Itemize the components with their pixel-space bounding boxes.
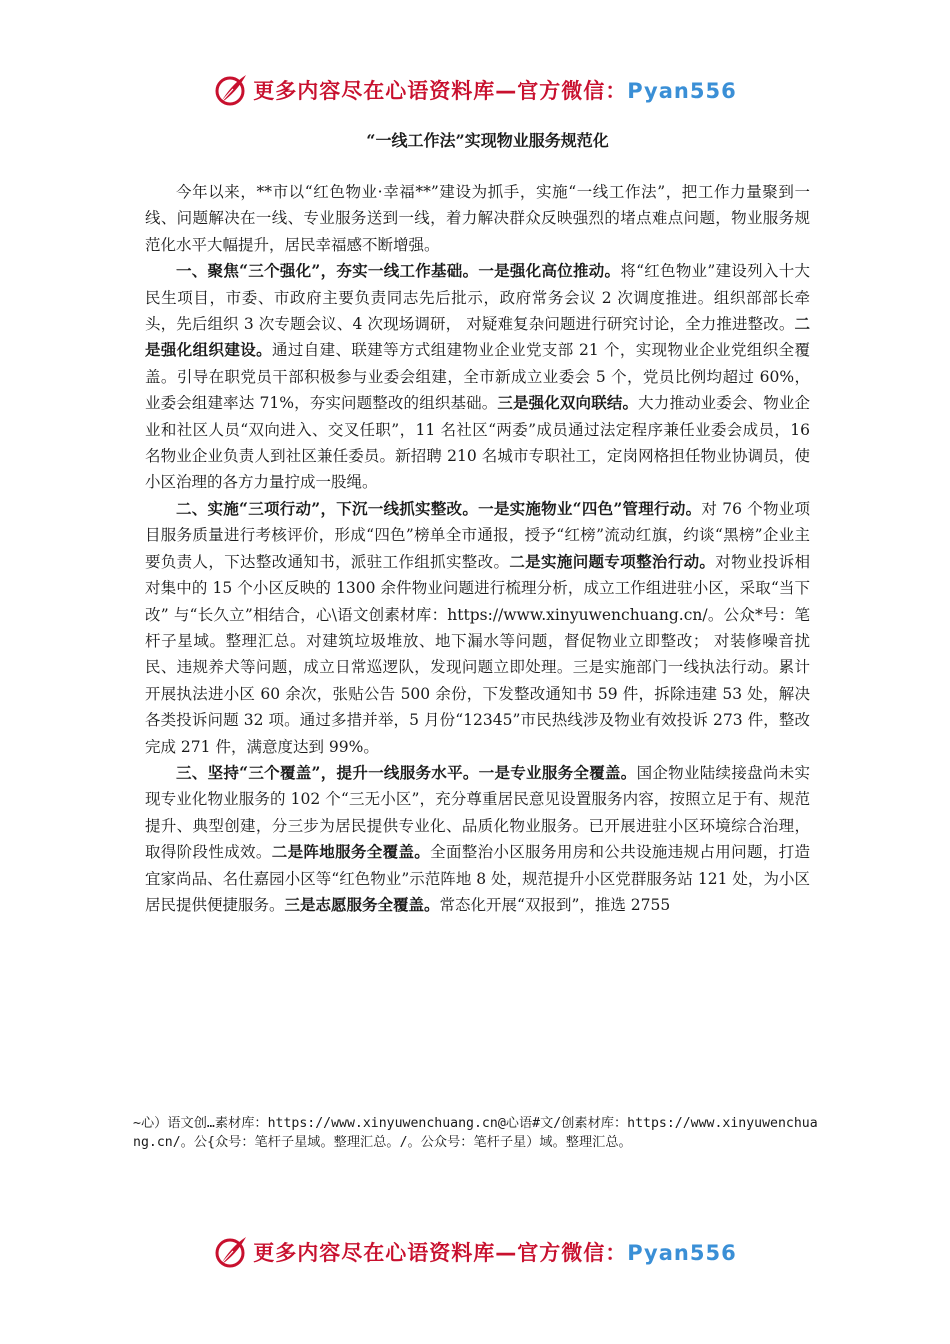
footnote: ~心）语文创…素材库：https://www.xinyuwenchuang.cn@心语#文/创素材库：https://www.xinyuwenchuang.cn/。公{众号：笔杆子星域。整理汇总。/。公众号：笔杆子星）域。整理汇总。 <box>133 1116 818 1150</box>
text-run: 大力推动业委会、物业企业和社区人员“双向进入、交叉任职”，11 名社区“两委”成员通过法定程序兼任业委会成员，16 名物业企业负责人到社区兼任委员。新招聘 210 名城市专职社工，定岗网格担任物业协调员，使小区治理的各方力量拧成一股绳。 <box>145 394 810 492</box>
banner-text <box>253 1237 736 1267</box>
bold-run: 二是阵地服务全覆盖。 <box>271 842 431 862</box>
banner-text <box>253 75 736 105</box>
bold-run: 一、聚焦“三个强化”，夯实一线工作基础。一是强化高位推动。 <box>176 261 621 281</box>
quill-logo-icon <box>213 1234 249 1270</box>
bold-run: 二、实施“三项行动”，下沉一线抓实整改。一是实施物业“四色”管理行动。 <box>176 498 702 518</box>
banner-text-cn: 更多内容尽在心语资料库—官方微信： <box>253 1241 628 1265</box>
banner-text-cn: 更多内容尽在心语资料库—官方微信： <box>253 79 628 103</box>
banner-handle: Pyan556 <box>627 79 737 103</box>
text-run: 将“红色物业”建设列入十大民生项目，市委、市政府主要负责同志先后批示，政府常务会议 2 次调度推进。组织部部长牵头，先后组织 3 次专题会议、4 次现场调研， 对疑难复杂问题进行研究讨论，全力推进整改。 <box>145 262 810 334</box>
document-body <box>145 128 810 918</box>
paragraph <box>145 258 810 496</box>
text-run: 今年以来，**市以“红色物业·幸福**”建设为抓手，实施“一线工作法”，把工作力量聚到一线、问题解决在一线、专业服务送到一线，着力解决群众反映强烈的堵点难点问题，物业服务规范化水平大幅提升，居民幸福感不断增强。 <box>145 183 810 254</box>
paragraph <box>145 496 810 760</box>
text-run: 国企物业陆续接盘尚未实现专业化物业服务的 102 个“三无小区”，充分尊重居民意见设置服务内容，按照立足于有、规范提升、典型创建，分三步为居民提供专业化、品质化物业服务。已开展进驻小区环境综合治理，取得阶段性成效。 <box>145 763 810 862</box>
text-run: 通过自建、联建等方式组建物业企业党支部 21 个，实现物业企业党组织全覆盖。引导在职党员干部积极参与业委会组建，全市新成立业委会 5 个，党员比例均超过 60%， 业委会组建率达 71%，夯实问题整改的组织基础。 <box>145 341 810 413</box>
document-title: “一线工作法”实现物业服务规范化 <box>366 131 609 150</box>
text-run: 对物业投诉相对集中的 15 个小区反映的 1300 余件物业问题进行梳理分析，成立工作组进驻小区，采取“当下改” 与“长久立”相结合，心\语文创素材库：https://www.xinyuwenchuang.cn/。公众*号：笔杆子星域。整理汇总。对建筑垃圾堆放、地下漏水等问题，督促物业立即整改； 对装修噪音扰民、违规养犬等问题，成立日常巡逻队，发现问题立即处理。三是实施部门一线执法行动。累计开展执法进小区 60 余次，张贴公告 500 余份，下发整改通知书 59 件，拆除违建 53 处，解决各类投诉问题 32 项。通过多措并举，5 月份“12345”市民热线涉及物业有效投诉 273 件，整改完成 271 件，满意度达到 99%。 <box>145 552 810 756</box>
bold-run: 三、坚持“三个覆盖”，提升一线服务水平。一是专业服务全覆盖。 <box>176 762 637 782</box>
text-run: 对 76 个物业项目服务质量进行考核评价，形成“四色”榜单全市通报，授予“红榜”流动红旗，约谈“黑榜”企业主要负责人，下达整改通知书，派驻工作组抓实整改。 <box>145 499 810 571</box>
header-banner <box>0 70 950 110</box>
quill-logo-icon <box>213 72 249 108</box>
bold-run: 二是实施问题专项整治行动。 <box>509 551 716 571</box>
bold-run: 三是志愿服务全覆盖。 <box>284 894 440 914</box>
paragraph <box>145 760 810 918</box>
paragraph <box>145 179 810 258</box>
banner-handle: Pyan556 <box>627 1241 737 1265</box>
footer-banner <box>0 1232 950 1272</box>
bold-run: 二是强化组织建设。 <box>145 314 810 360</box>
text-run: 常态化开展“双报到”，推选 2755 <box>439 895 671 914</box>
text-run: 全面整治小区服务用房和公共设施违规占用问题，打造宜家尚品、名仕嘉园小区等“红色物业”示范阵地 8 处，规范提升小区党群服务站 121 处，为小区居民提供便捷服务。 <box>145 843 810 914</box>
paragraph-list <box>145 179 810 918</box>
bold-run: 三是强化双向联结。 <box>497 393 639 413</box>
